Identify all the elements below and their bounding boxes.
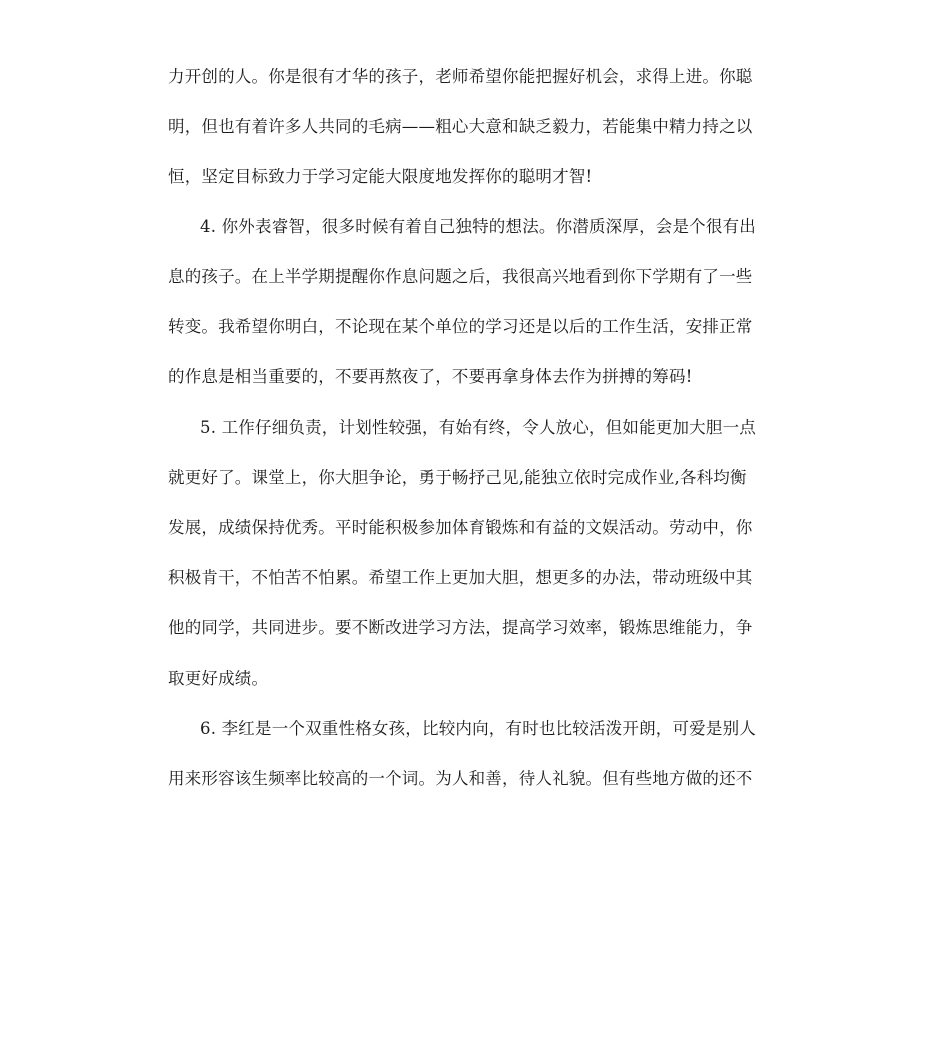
text-line: 积极肯干，不怕苦不怕累。希望工作上更加大胆，想更多的办法，带动班级中其 — [168, 568, 753, 587]
text-line: 力开创的人。你是很有才华的孩子，老师希望你能把握好机会，求得上进。你聪 — [168, 67, 753, 86]
text-line: 息的孩子。在上半学期提醒你作息问题之后，我很高兴地看到你下学期有了一些 — [168, 267, 753, 286]
text-line: 明，但也有着许多人共同的毛病——粗心大意和缺乏毅力，若能集中精力持之以 — [168, 117, 753, 136]
text-line: 发展，成绩保持优秀。平时能积极参加体育锻炼和有益的文娱活动。劳动中，你 — [168, 518, 753, 537]
text-line: 用来形容该生频率比较高的一个词。为人和善，待人礼貌。但有些地方做的还不 — [168, 769, 753, 788]
paragraph-5-start: 5. 工作仔细负责，计划性较强，有始有终，令人放心，但如能更加大胆一点 — [200, 418, 756, 437]
text-line: 恒，坚定目标致力于学习定能大限度地发挥你的聪明才智! — [168, 167, 593, 186]
text-line: 的作息是相当重要的，不要再熬夜了，不要再拿身体去作为拼搏的筹码! — [168, 367, 693, 386]
text-line: 取更好成绩。 — [168, 669, 269, 688]
text-line: 就更好了。课堂上，你大胆争论，勇于畅抒己见,能独立依时完成作业,各科均衡 — [168, 468, 747, 487]
text-line: 转变。我希望你明白，不论现在某个单位的学习还是以后的工作生活，安排正常 — [168, 317, 753, 336]
paragraph-4-start: 4. 你外表睿智，很多时候有着自己独特的想法。你潜质深厚，会是个很有出 — [200, 217, 756, 236]
paragraph-6-start: 6. 李红是一个双重性格女孩，比较内向，有时也比较活泼开朗，可爱是别人 — [200, 719, 756, 738]
text-line: 他的同学，共同进步。要不断改进学习方法，提高学习效率，锻炼思维能力，争 — [168, 618, 753, 637]
